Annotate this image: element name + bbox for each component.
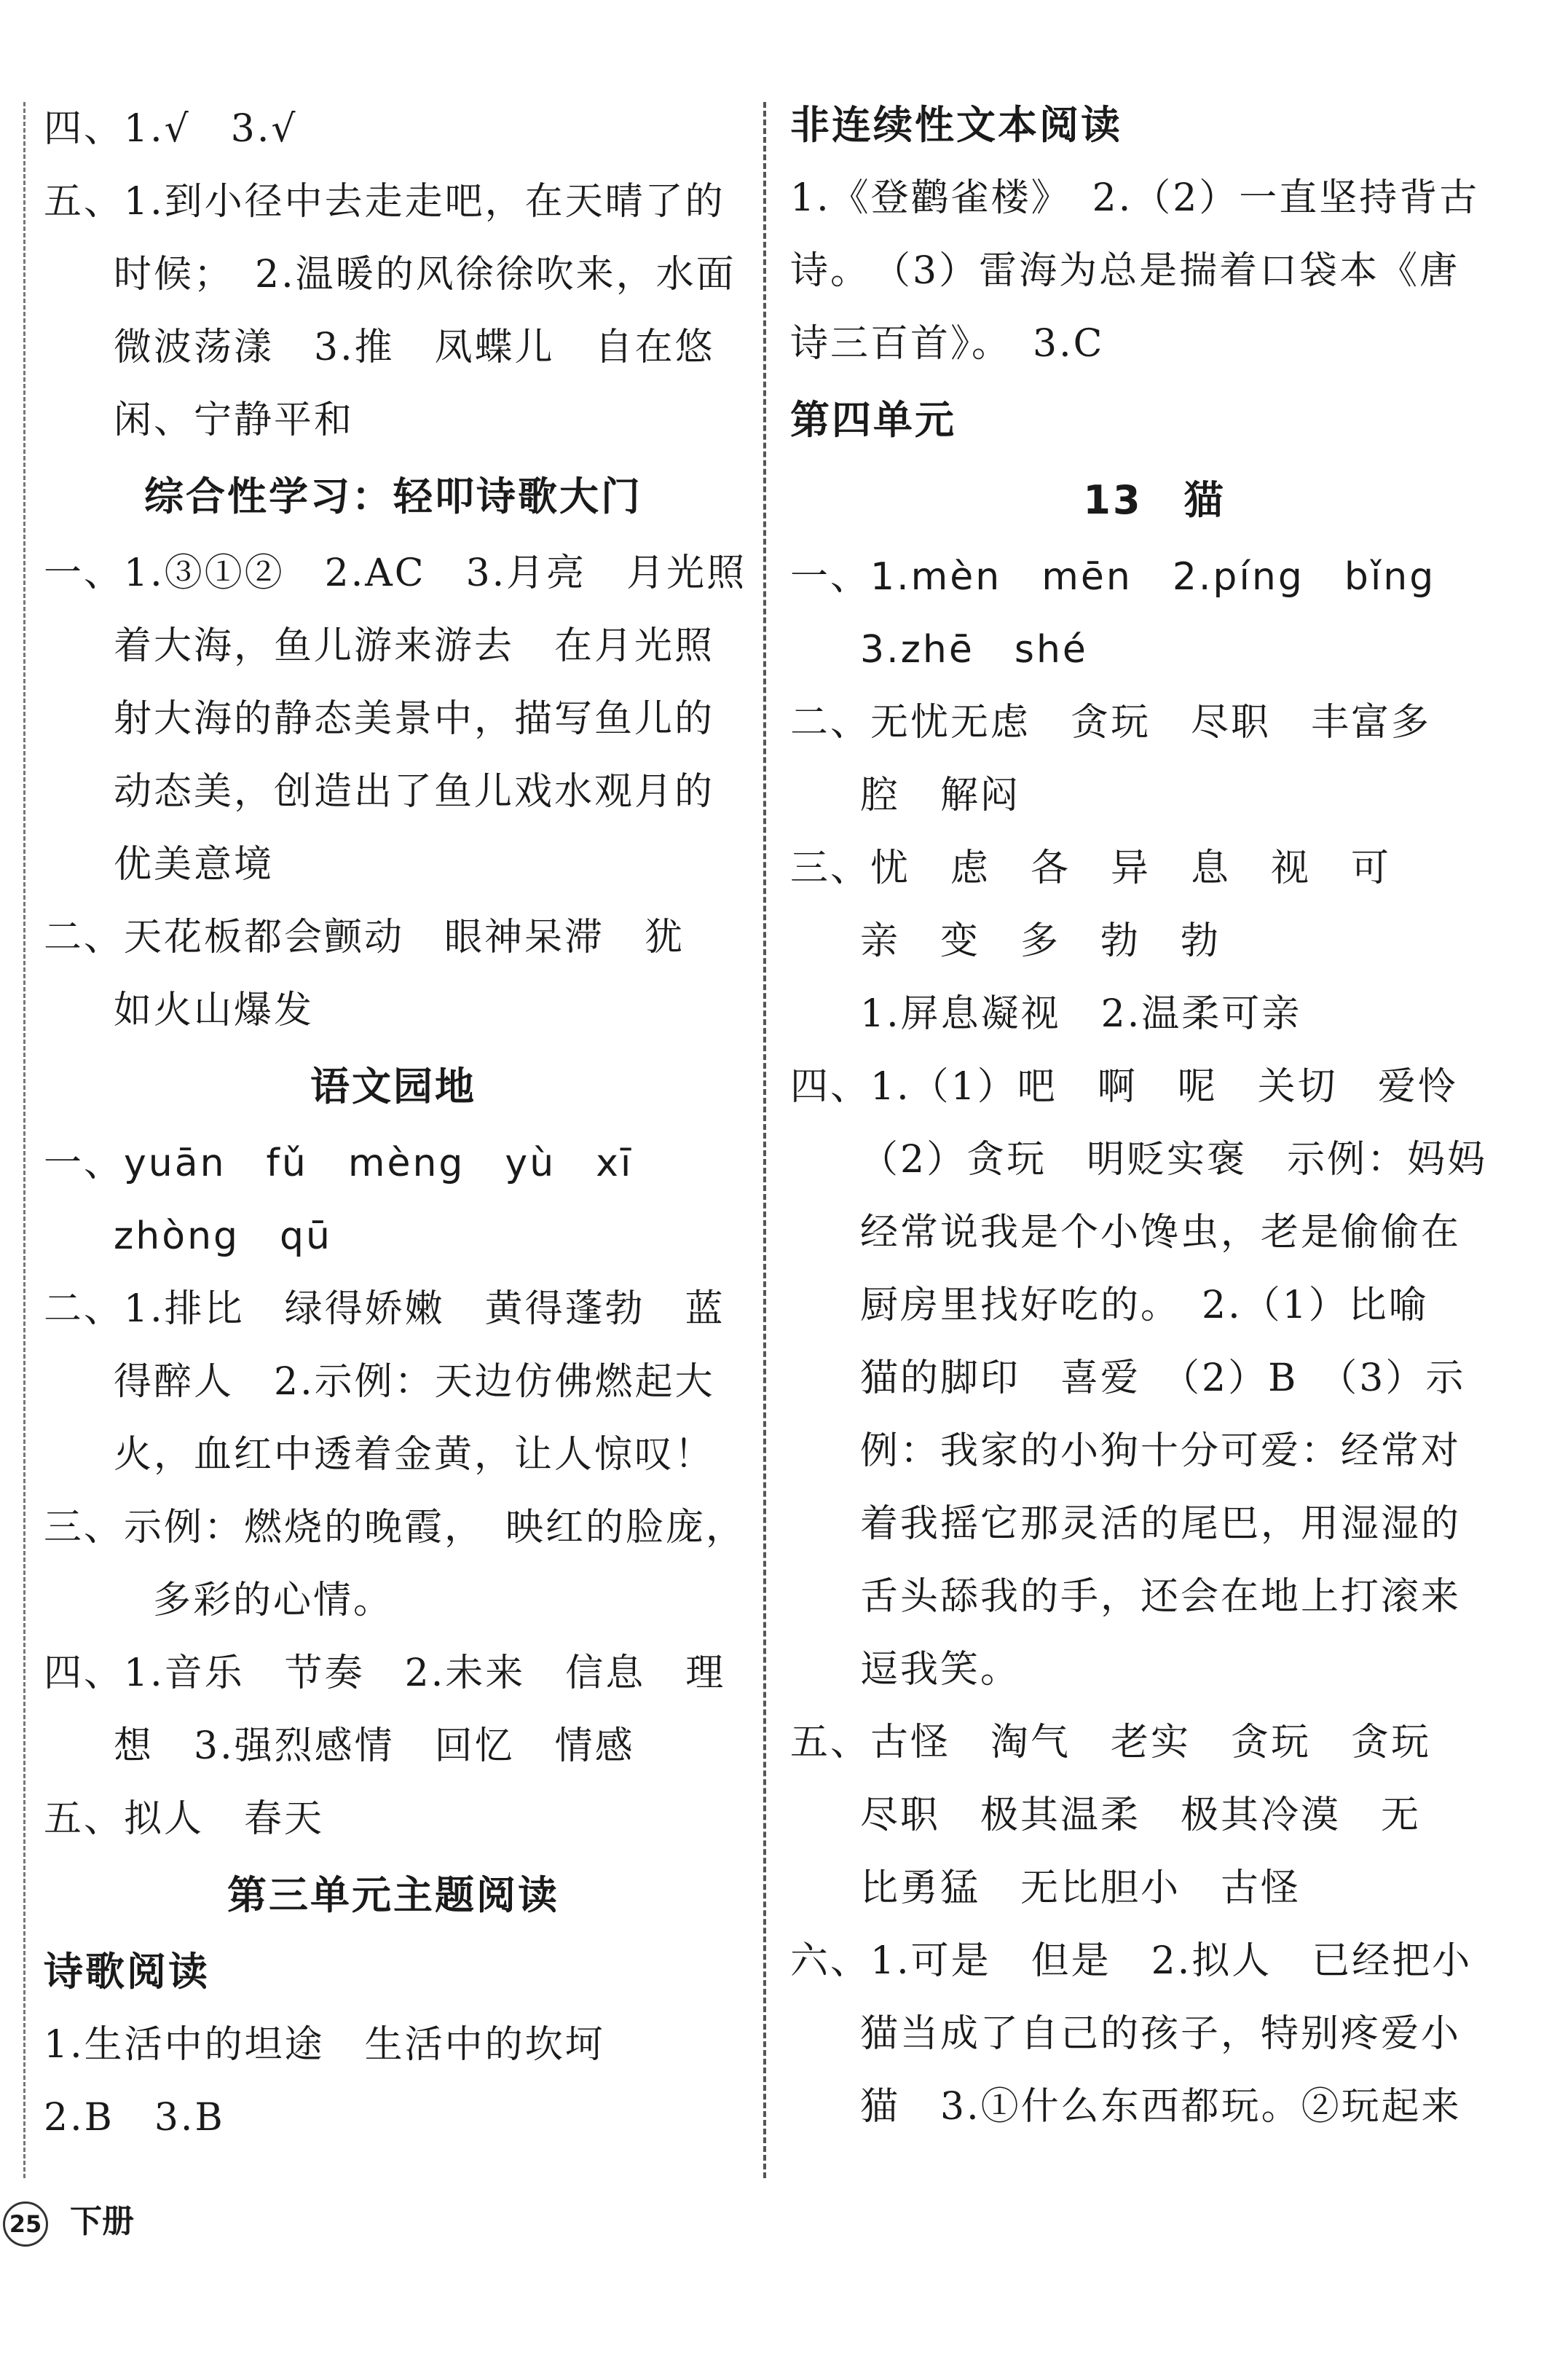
- pinyin-line: 一、yuān fǔ mèng yù xī: [44, 1142, 634, 1185]
- answer-line: 优美意境: [114, 843, 275, 887]
- section-heading: 语文园地: [310, 1064, 476, 1109]
- pinyin-line: 3.zhē shé: [860, 628, 1088, 672]
- answer-line: 1.屏息凝视 2.温柔可亲: [860, 992, 1302, 1036]
- answer-line: 猫当成了自己的孩子，特别疼爱小: [860, 2012, 1462, 2056]
- section-heading: 第三单元主题阅读: [227, 1872, 559, 1918]
- answer-line: 想 3.强烈感情 回忆 情感: [114, 1724, 635, 1768]
- lesson-title: 13 猫: [1083, 477, 1226, 523]
- answer-line: 动态美，创造出了鱼儿戏水观月的: [114, 770, 715, 814]
- subsection-heading: 非连续性文本阅读: [790, 102, 1122, 148]
- unit-heading: 第四单元: [790, 397, 956, 443]
- volume-label: 下册: [70, 2203, 134, 2240]
- answer-line: 五、1.到小径中去走走吧，在天晴了的: [44, 180, 725, 224]
- answer-line: 猫的脚印 喜爱 （2）B （3）示: [860, 1356, 1466, 1400]
- answer-line: 如火山爆发: [114, 989, 315, 1032]
- pinyin-line: 一、1.mèn mēn 2.píng bǐng: [790, 555, 1436, 599]
- answer-line: 多彩的心情。: [153, 1579, 394, 1622]
- answer-line: 一、1.③①② 2.AC 3.月亮 月光照: [44, 551, 747, 595]
- answer-line: 四、1.（1）吧 啊 呢 关切 爱怜: [790, 1065, 1458, 1109]
- answer-line: 二、天花板都会颤动 眼神呆滞 犹: [44, 916, 685, 959]
- answer-line: 二、1.排比 绿得娇嫩 黄得蓬勃 蓝: [44, 1287, 725, 1331]
- answer-line: 例：我家的小狗十分可爱：经常对: [860, 1429, 1462, 1473]
- answer-line: 三、忧 虑 各 异 息 视 可: [790, 846, 1392, 890]
- answer-line: 逗我笑。: [860, 1648, 1021, 1692]
- answer-line: 着大海，鱼儿游来游去 在月光照: [114, 624, 715, 668]
- answer-line: 四、1.音乐 节奏 2.未来 信息 理: [44, 1651, 726, 1695]
- page-number: 25: [3, 2201, 48, 2247]
- left-margin-dashed-line: [23, 102, 25, 2178]
- answer-line: 尽职 极其温柔 极其冷漠 无: [860, 1794, 1422, 1837]
- pinyin-line: zhòng qū: [114, 1214, 332, 1258]
- answer-line: 三、示例：燃烧的晚霞， 映红的脸庞，: [44, 1506, 746, 1549]
- answer-line: 微波荡漾 3.推 凤蝶儿 自在悠: [114, 326, 715, 369]
- answer-line: 比勇猛 无比胆小 古怪: [860, 1866, 1301, 1910]
- answer-line: 时候； 2.温暖的风徐徐吹来，水面: [114, 253, 736, 296]
- answer-line: 六、1.可是 但是 2.拟人 已经把小: [790, 1939, 1473, 1983]
- answer-line: 五、拟人 春天: [44, 1797, 325, 1841]
- answer-line: 1.生活中的坦途 生活中的坎坷: [44, 2023, 605, 2067]
- answer-line: 诗三百首》。 3.C: [790, 322, 1105, 366]
- answer-line: 1.《登鹳雀楼》 2.（2）一直坚持背古: [790, 176, 1480, 220]
- answer-line: （2）贪玩 明贬实褒 示例：妈妈: [860, 1138, 1488, 1182]
- answer-line: 二、无忧无虑 贪玩 尽职 丰富多: [790, 701, 1432, 745]
- answer-line: 舌头舔我的手，还会在地上打滚来: [860, 1575, 1462, 1619]
- answer-line: 着我摇它那灵活的尾巴，用湿湿的: [860, 1502, 1462, 1546]
- answer-line: 厨房里找好吃的。 2.（1）比喻: [860, 1284, 1429, 1327]
- section-heading: 综合性学习：轻叩诗歌大门: [144, 474, 642, 519]
- answer-line: 射大海的静态美景中，描写鱼儿的: [114, 697, 715, 741]
- answer-line: 经常说我是个小馋虫，老是偷偷在: [860, 1211, 1462, 1254]
- answer-line: 猫 3.①什么东西都玩。②玩起来: [860, 2085, 1462, 2129]
- answer-line: 闲、宁静平和: [114, 398, 355, 442]
- answer-line: 腔 解闷: [860, 774, 1021, 817]
- answer-line: 五、古怪 淘气 老实 贪玩 贪玩: [790, 1721, 1432, 1764]
- answer-line: 火，血红中透着金黄，让人惊叹！: [114, 1433, 715, 1477]
- answer-line: 得醉人 2.示例：天边仿佛燃起大: [114, 1360, 715, 1404]
- answer-line: 四、1.√ 3.√: [44, 107, 298, 151]
- column-divider: [763, 102, 766, 2178]
- answer-line: 亲 变 多 勃 勃: [860, 919, 1221, 963]
- subsection-heading: 诗歌阅读: [44, 1949, 210, 1995]
- answer-line: 诗。 （3）雷海为总是揣着口袋本《唐: [790, 249, 1460, 293]
- answer-line: 2.B 3.B: [44, 2096, 225, 2140]
